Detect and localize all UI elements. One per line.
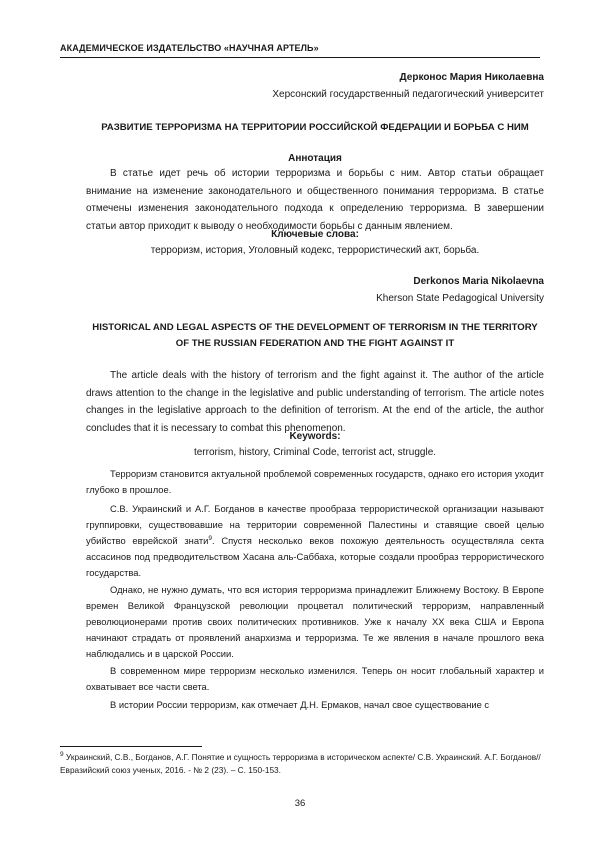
body-paragraph-2 (86, 501, 544, 581)
footnote-rule (60, 746, 202, 747)
footnote-number: 9 (60, 751, 64, 759)
body-paragraph-5: В истории России терроризм, как отмечает Д.Н. Ермаков, начал свое существование с (110, 699, 490, 710)
body-paragraph-2-part-a: С.В. Украинский и А.Г. Богданов в качестве прообраза террористической организации называют группировки, существовавшие на территории современной Палестины и ставящие своей целью убийство еврейской знати (86, 503, 544, 546)
ru-author: Дерконос Мария Николаевна (399, 72, 544, 83)
ru-abstract-heading: Аннотация (288, 153, 342, 164)
en-affiliation: Kherson State Pedagogical University (376, 293, 544, 304)
ru-keywords: терроризм, история, Уголовный кодекс, террористический акт, борьба. (150, 245, 480, 256)
body-paragraph-2-part-b: . Спустя несколько веков похожую деятельность осуществляла секта ассасинов под предводительством Хасана аль-Саббаха, которые создали прообраз террористического государства. (86, 535, 545, 578)
en-title (86, 320, 544, 352)
header-rule (60, 57, 540, 58)
page-number: 36 (294, 798, 306, 809)
ru-abstract: В статье идет речь об истории терроризма и борьбы с ним. Автор статьи обращает внимание на изменение законодательного и общественного понимания терроризма. В статье отмечены изменения законодательного подхода к определению терроризма. В завершении статьи автор приходит к выводу о необходимости борьбы с данным явлением. (86, 168, 544, 232)
en-keywords: terrorism, history, Criminal Code, terrorist act, struggle. (193, 447, 437, 458)
ru-title: РАЗВИТИЕ ТЕРРОРИЗМА НА ТЕРРИТОРИИ РОССИЙСКОЙ ФЕДЕРАЦИИ И БОРЬБА С НИМ (101, 122, 529, 133)
ru-keywords-heading: Ключевые слова: (271, 229, 359, 240)
footnote-text: Украинский, С.В., Богданов, А.Г. Понятие и сущность терроризма в историческом аспекте/ С.В. Украинский. А.Г. Богданов// Евразийский союз ученых, 2016. - № 2 (23). – С. 150-153. (60, 752, 541, 775)
en-keywords-heading: Keywords: (289, 431, 341, 442)
body-paragraph-1: Терроризм становится актуальной проблемой современных государств, однако его история уходит глубоко в прошлое. (86, 468, 544, 495)
running-header: АКАДЕМИЧЕСКОЕ ИЗДАТЕЛЬСТВО «НАУЧНАЯ АРТЕЛЬ» (60, 43, 319, 53)
ru-affiliation: Херсонский государственный педагогический университет (272, 89, 544, 100)
footnote (60, 751, 544, 777)
en-abstract: The article deals with the history of terrorism and the fight against it. The author of the article draws attention to the change in the legislative and public understanding of terrorism. The article notes changes in the legislative approach to the definition of terrorism. At the end of the article, the author concludes that it is necessary to combat this phenomenon. (86, 370, 544, 434)
footnote-ref: 9 (208, 534, 212, 542)
body-paragraph-3: Однако, не нужно думать, что вся история терроризма принадлежит Ближнему Востоку. В Европе времен Великой Французской революции процветал политический терроризм, направленный революционерами против своих политических противников. Уже к началу XX века США и Европа начинают страдать от проявлений анархизма и терроризма. Те же явления в начале прошлого века наблюдались и в царской России. (86, 584, 544, 659)
en-author: Derkonos Maria Nikolaevna (413, 276, 544, 287)
body-paragraph-4: В современном мире терроризм несколько изменился. Теперь он носит глобальный характер и охватывает все части света. (86, 665, 544, 692)
en-title-line-1: HISTORICAL AND LEGAL ASPECTS OF THE DEVELOPMENT OF TERRORISM IN THE TERRITORY (92, 322, 538, 333)
en-title-line-2: OF THE RUSSIAN FEDERATION AND THE FIGHT AGAINST IT (175, 338, 455, 349)
